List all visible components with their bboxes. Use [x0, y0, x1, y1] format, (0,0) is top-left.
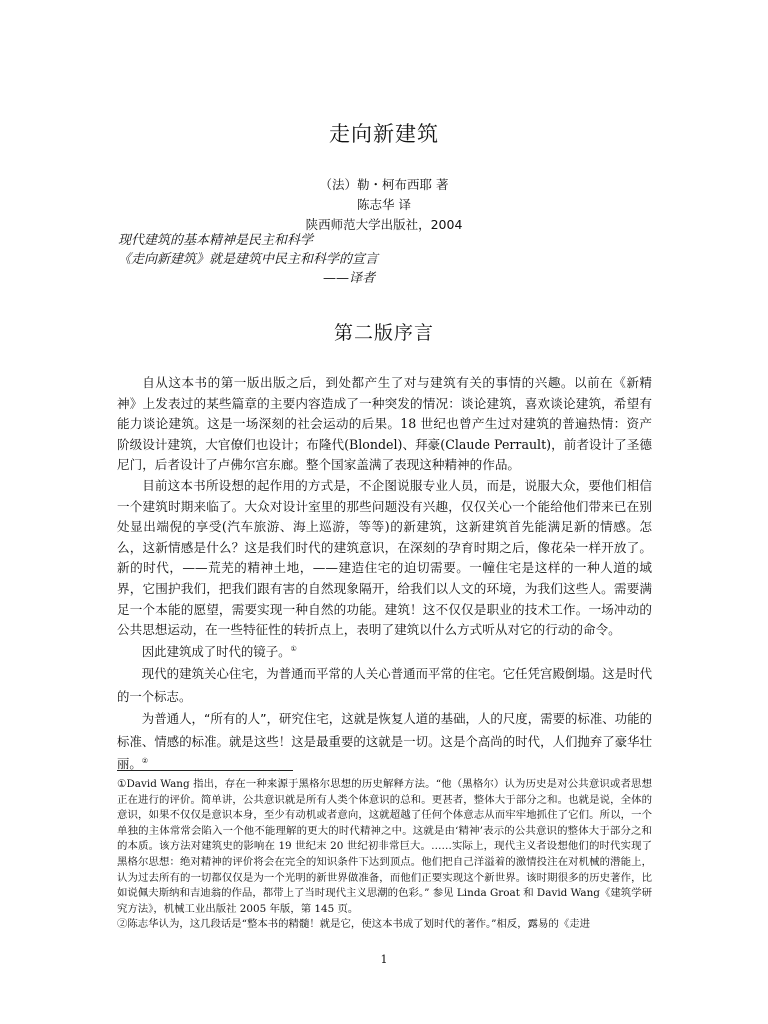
paragraph-text: 因此建筑成了时代的镜子。	[141, 643, 291, 659]
footnotes	[117, 777, 652, 933]
paragraph	[117, 708, 652, 776]
page-number: 1	[380, 953, 388, 966]
paragraph: 目前这本书所设想的起作用的方式是，不企图说服专业人员，而是，说服大众，要他们相信一个建筑时期来临了。大众对设计室里的那些问题没有兴趣，仅仅关心一个能给他们带来已在别处显出端倪的享受(汽车旅游、海上巡游，等等)的新建筑，这新建筑首先能满足新的情感。怎么，这新情感是什么？这是我们时代的建筑意识，在深刻的孕育时期之后，像花朵一样开放了。新的时代，——荒芜的精神土地，——建造住宅的迫切需要。一幢住宅是这样的一种人道的域界，它围护我们，把我们跟有害的自然现象隔开，给我们以人文的环境，为我们这些人。需要满足一个本能的愿望，需要实现一种自然的功能。建筑！这不仅仅是职业的技术工作。一场冲动的公共思想运动，在一些特征性的转折点上，表明了建筑以什么方式听从对它的行动的命令。	[117, 477, 652, 638]
paragraph: 自从这本书的第一版出版之后，到处都产生了对与建筑有关的事情的兴趣。以前在《新精神》上发表过的某些篇章的主要内容造成了一种突发的情况：谈论建筑，喜欢谈论建筑，希望有能力谈论建筑。这是一场深刻的社会运动的后果。18 世纪也曾产生过对建筑的普遍热情：资产阶级设计建筑，大官僚们也设计；布隆代(Blondel)、拜豪(Claude Perrault)，前者设计了圣德尼门，后者设计了卢佛尔宫东廊。整个国家盖满了表现这种精神的作品。	[117, 375, 652, 473]
paragraph	[117, 641, 652, 664]
body-text	[117, 373, 652, 776]
footnote-ref[interactable]: ②	[141, 757, 149, 766]
translator-line: 陈志华 译	[357, 197, 411, 212]
footnote: ②陈志华认为，这几段话是“整本书的精髓！就是它，使这本书成了划时代的著作。”相反，露易的《走进	[117, 918, 590, 931]
epigraph-line: 《走向新建筑》就是建筑中民主和科学的宣言	[118, 252, 379, 267]
publisher-line: 陕西师范大学出版社，2004	[305, 217, 463, 232]
paragraph-text: 为普通人，“所有的人”，研究住宅，这就是恢复人道的基础，人的尺度，需要的标准、功能的标准、情感的标准。就是这些！这是最重要的这就是一切。这是个高尚的时代，人们抛弃了豪华壮丽。	[117, 711, 652, 772]
epigraph-line: 现代建筑的基本精神是民主和科学	[118, 233, 314, 248]
credits	[0, 175, 768, 235]
footnote-ref[interactable]: ①	[290, 644, 297, 653]
footnote-divider	[117, 770, 293, 771]
author-line: （法）勒・柯布西耶 著	[319, 177, 449, 192]
paragraph: 现代的建筑关心住宅，为普通而平常的人关心普通而平常的住宅。它任凭宫殿倒塌。这是时代的一个标志。	[117, 666, 652, 704]
book-title: 走向新建筑	[329, 122, 439, 146]
epigraph-signature: ——译者	[323, 271, 376, 286]
footnote: ①David Wang 指出，存在一种来源于黑格尔思想的历史解释方法。“他（黑格尔）认为历史是对公共意识或者思想正在进行的评价。简单讲，公共意识就是所有人类个体意识的总和。更甚者，整体大于部分之和。也就是说，全体的意识，如果不仅仅是意识本身，至少有动机或者意向，这就超越了任何个体意志从而牢牢地抓住了它们。所以，一个单独的主体常常会陷入一个他不能理解的更大的时代精神之中。这就是由‘精神’表示的公共意识的整体大于部分之和的本质。该方法对建筑史的影响在 19 世纪末 20 世纪初非常巨大。……实际上，现代主义者设想他们的时代实现了黑格尔思想：绝对精神的评价将会在完全的知识条件下达到顶点。他们把自己洋溢着的激情投注在对机械的潜能上，认为过去所有的一切都仅仅是为一个光明的新世界做准备，而他们正要实现这个新世界。该时期很多的历史著作，比如说佩夫斯纳和吉迪翁的作品，都带上了当时现代主义思潮的色彩。” 参见 Linda Groat 和 David Wang《建筑学研究方法》，机械工业出版社 2005 年版，第 145 页。	[117, 778, 652, 915]
section-title: 第二版序言	[333, 322, 434, 344]
epigraph	[118, 231, 618, 288]
